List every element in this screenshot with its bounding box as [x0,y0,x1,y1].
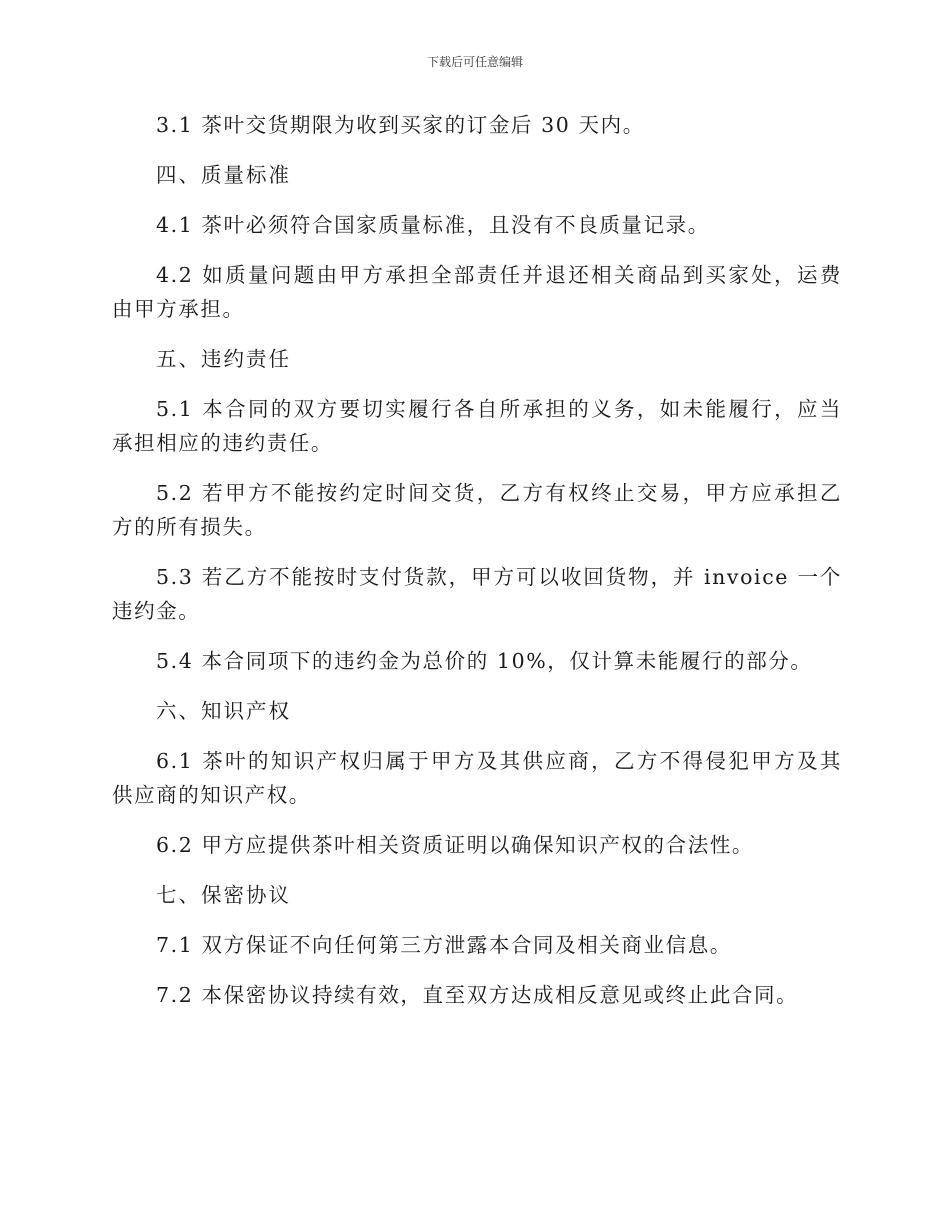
section-heading-breach: 五、违约责任 [156,347,291,371]
clause-5-2: 5.2 若甲方不能按约定时间交货，乙方有权终止交易，甲方应承担乙方的所有损失。 [112,481,842,539]
clause-6-2: 6.2 甲方应提供茶叶相关资质证明以确保知识产权的合法性。 [156,833,755,857]
clause-4-1: 4.1 茶叶必须符合国家质量标准，且没有不良质量记录。 [156,213,710,237]
section-heading-confidentiality: 七、保密协议 [156,883,291,907]
clause-3-1: 3.1 茶叶交货期限为收到买家的订金后 30 天内。 [156,113,645,137]
clause-7-2: 7.2 本保密协议持续有效，直至双方达成相反意见或终止此合同。 [156,983,799,1007]
section-heading-quality: 四、质量标准 [156,163,291,187]
page-header-note: 下载后可任意编辑 [426,55,523,69]
clause-5-3: 5.3 若乙方不能按时支付货款，甲方可以收回货物，并 invoice 一个违约金。 [112,565,842,623]
clause-6-1: 6.1 茶叶的知识产权归属于甲方及其供应商，乙方不得侵犯甲方及其供应商的知识产权。 [112,749,842,807]
document-body [112,108,842,1028]
clause-5-1: 5.1 本合同的双方要切实履行各自所承担的义务，如未能履行，应当承担相应的违约责任。 [112,397,842,455]
section-heading-ip: 六、知识产权 [156,699,291,723]
clause-4-2: 4.2 如质量问题由甲方承担全部责任并退还相关商品到买家处，运费由甲方承担。 [112,263,842,321]
clause-7-1: 7.1 双方保证不向任何第三方泄露本合同及相关商业信息。 [156,933,732,957]
clause-5-4: 5.4 本合同项下的违约金为总价的 10%，仅计算未能履行的部分。 [156,649,813,673]
